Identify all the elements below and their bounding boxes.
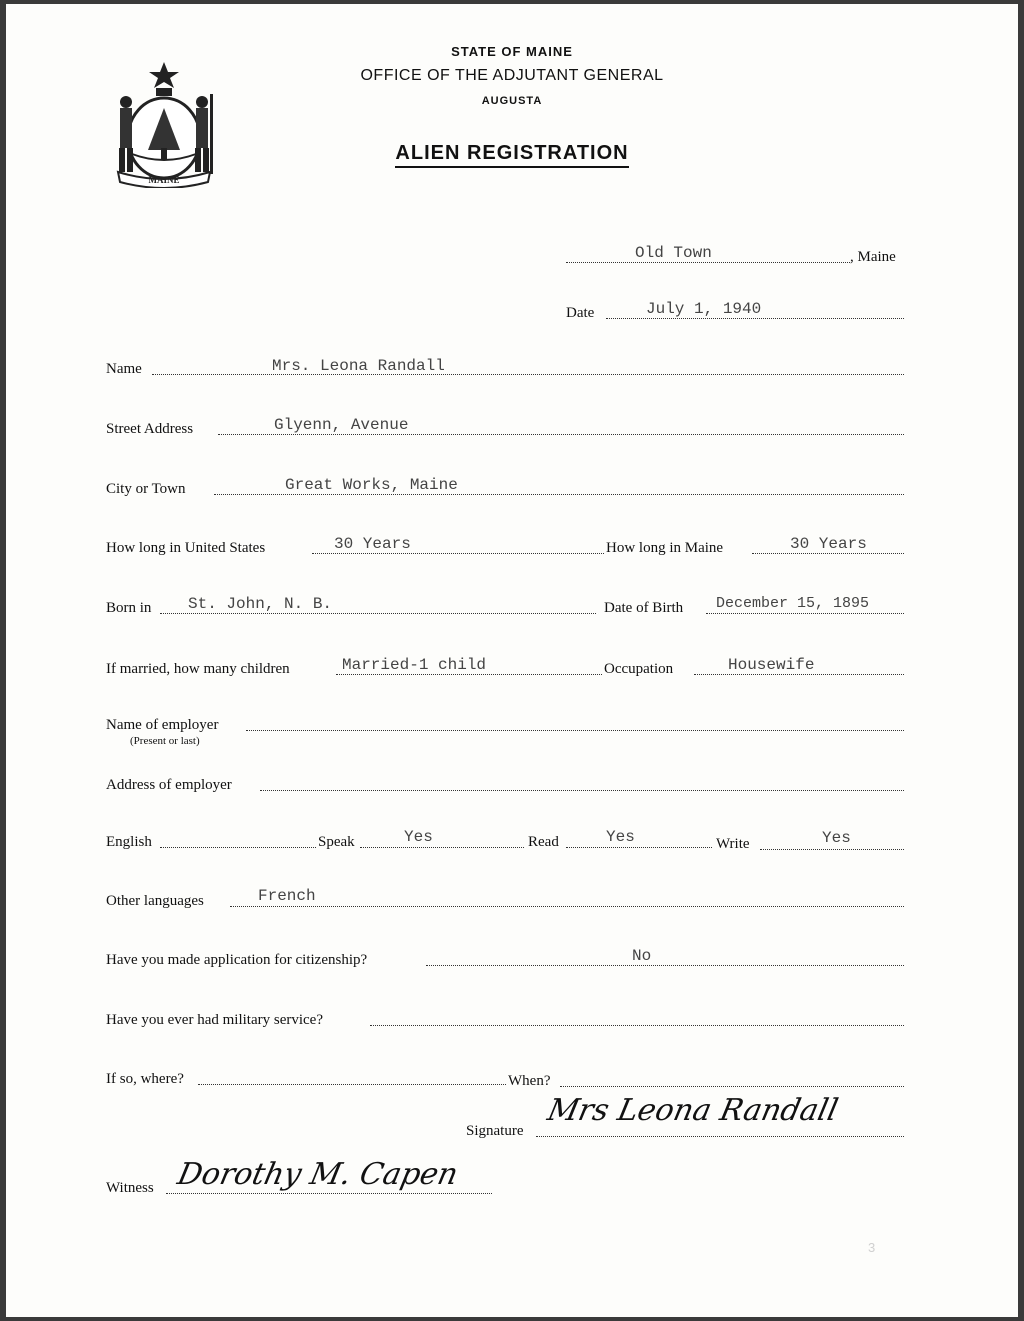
town-value: Old Town xyxy=(635,244,712,262)
dob-label: Date of Birth xyxy=(604,600,684,616)
dob-value: December 15, 1895 xyxy=(716,595,870,612)
date-value: July 1, 1940 xyxy=(646,300,762,318)
street-label: Street Address xyxy=(106,421,194,437)
city-heading: AUGUSTA xyxy=(481,95,543,107)
signature-label: Signature xyxy=(466,1123,524,1139)
read-value: Yes xyxy=(606,828,635,846)
us-years-value: 30 Years xyxy=(334,535,411,553)
us-years-label: How long in United States xyxy=(106,540,266,556)
children-label: If married, how many children xyxy=(106,661,290,677)
maine-years-label: How long in Maine xyxy=(606,540,724,556)
speak-value: Yes xyxy=(404,828,433,846)
military-label: Have you ever had military service? xyxy=(106,1012,323,1028)
read-label: Read xyxy=(528,834,559,850)
witness-label: Witness xyxy=(106,1180,154,1196)
children-value: Married-1 child xyxy=(342,656,487,674)
born-value: St. John, N. B. xyxy=(188,595,333,613)
write-value: Yes xyxy=(822,829,851,847)
citizenship-value: No xyxy=(632,947,652,965)
english-label: English xyxy=(106,834,152,850)
witness-value: Dorothy M. Capen xyxy=(174,1157,462,1192)
employer-label: Name of employer xyxy=(106,717,219,733)
page-stamp: 3 xyxy=(868,1240,876,1255)
street-value: Glyenn, Avenue xyxy=(274,416,409,434)
where-label: If so, where? xyxy=(106,1071,184,1087)
date-label: Date xyxy=(566,305,595,321)
born-label: Born in xyxy=(106,600,152,616)
name-label: Name xyxy=(106,361,142,377)
speak-label: Speak xyxy=(318,834,355,850)
svg-text:MAINE: MAINE xyxy=(148,175,180,185)
maine-years-value: 30 Years xyxy=(790,535,867,553)
office-heading: OFFICE OF THE ADJUTANT GENERAL xyxy=(360,67,664,84)
when-label: When? xyxy=(508,1073,551,1089)
city-value: Great Works, Maine xyxy=(285,476,458,494)
other-languages-value: French xyxy=(258,887,316,905)
city-label: City or Town xyxy=(106,481,186,497)
employer-address-label: Address of employer xyxy=(106,777,232,793)
citizenship-label: Have you made application for citizenship? xyxy=(106,952,368,968)
town-suffix: , Maine xyxy=(850,249,896,265)
occupation-value: Housewife xyxy=(728,656,815,674)
signature-value: Mrs Leona Randall xyxy=(544,1093,842,1128)
form-title: ALIEN REGISTRATION xyxy=(0,142,1024,165)
employer-sublabel: (Present or last) xyxy=(130,735,200,747)
state-heading: STATE OF MAINE xyxy=(451,44,573,59)
state-of-maine-seal-icon xyxy=(108,58,220,188)
other-languages-label: Other languages xyxy=(106,893,204,909)
occupation-label: Occupation xyxy=(604,661,674,677)
name-value: Mrs. Leona Randall xyxy=(272,357,445,375)
write-label: Write xyxy=(716,836,750,852)
